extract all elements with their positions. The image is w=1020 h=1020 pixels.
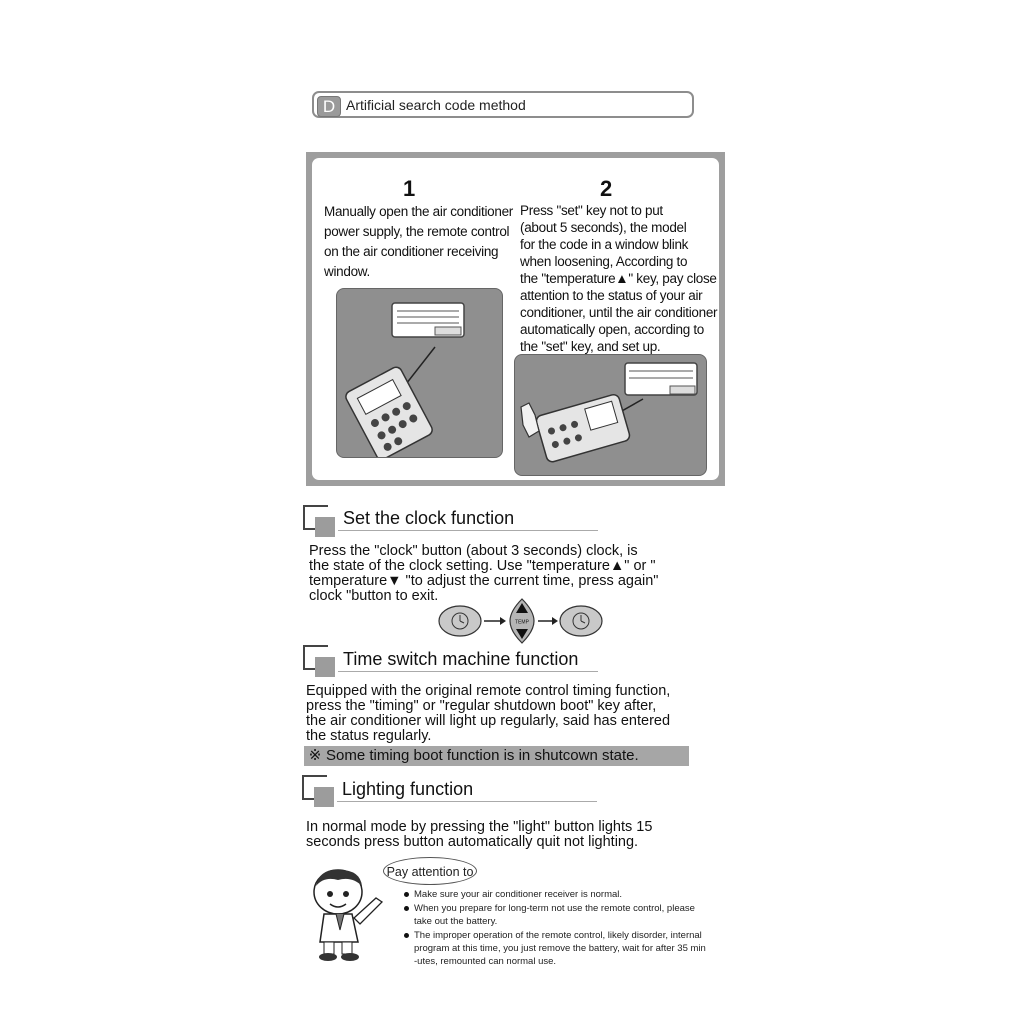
- step-1-line: power supply, the remote control: [324, 224, 510, 239]
- timer-line: Equipped with the original remote control timing function,: [306, 683, 671, 699]
- section-rule: [337, 801, 597, 802]
- step-2-line: for the code in a window blink: [520, 237, 689, 252]
- clock-section-title: Set the clock function: [343, 508, 515, 528]
- timer-line: the air conditioner will light up regularly, said has entered: [306, 713, 671, 729]
- timer-line: the status regularly.: [306, 728, 432, 744]
- lighting-line: seconds press button automatically quit not lighting.: [306, 834, 639, 850]
- clock-line: clock "button to exit.: [309, 588, 439, 604]
- timer-section-title: Time switch machine function: [343, 649, 579, 669]
- procedure-panel-inner: [312, 158, 719, 480]
- step-2-line: the "set" key, and set up.: [520, 339, 661, 354]
- step-2-line: automatically open, according to: [520, 322, 705, 337]
- timer-note: [304, 746, 689, 766]
- timer-line: press the "timing" or "regular shutdown boot" key after,: [306, 698, 657, 714]
- bullet-dot: [404, 892, 409, 897]
- section-d-title: Artificial search code method: [346, 97, 526, 113]
- pay-attention-bubble: Pay attention to: [383, 857, 477, 885]
- bullet-dot: [404, 933, 409, 938]
- section-rule: [338, 530, 598, 531]
- step-2-number: 2: [600, 176, 613, 201]
- clock-paragraph: [309, 544, 658, 604]
- timer-note-text: Some timing boot function is in shutcown state.: [326, 747, 639, 764]
- attention-line: Make sure your air conditioner receiver is normal.: [414, 889, 623, 900]
- mascot-illustration-icon: [300, 864, 390, 964]
- attention-line: program at this time, you just remove the battery, wait for after 35 min: [414, 943, 706, 954]
- procedure-panel: [306, 152, 725, 486]
- step-2-line: the "temperature▲" key, pay close: [520, 271, 717, 286]
- section-square-icon: [303, 645, 333, 675]
- section-square-icon: [303, 505, 333, 535]
- attention-bullet-3: [414, 929, 706, 968]
- step-1-illustration: [336, 288, 503, 458]
- step-2-illustration: [514, 354, 707, 476]
- section-rule: [338, 671, 598, 672]
- step-1-text: [324, 202, 513, 282]
- section-square-icon: [302, 775, 332, 805]
- section-letter-badge: D: [317, 96, 341, 117]
- clock-line: temperature▼ "to adjust the current time, press again": [309, 573, 659, 589]
- clock-line: Press the "clock" button (about 3 seconds) clock, is: [309, 543, 638, 559]
- temperature-buttons-icon: [510, 599, 534, 643]
- step-1-line: on the air conditioner receiving: [324, 244, 499, 259]
- clock-line: the state of the clock setting. Use "temperature▲" or ": [309, 558, 656, 574]
- attention-line: The improper operation of the remote control, likely disorder, internal: [414, 930, 702, 941]
- sparkle-icon: ※: [308, 747, 322, 764]
- hand-remote-illustration-icon: [515, 355, 706, 475]
- attention-line: When you prepare for long-term not use the remote control, please: [414, 903, 695, 914]
- step-2-line: when loosening, According to: [520, 254, 688, 269]
- section-d-header: [312, 91, 694, 118]
- attention-line: -utes, remounted can normal use.: [414, 956, 557, 967]
- step-2-text: [520, 202, 717, 355]
- step-1-line: window.: [324, 264, 370, 279]
- clock-button-icon: [439, 606, 481, 636]
- step-2-line: attention to the status of your air: [520, 288, 703, 303]
- timer-paragraph: [306, 684, 670, 744]
- attention-bullet-2: [414, 902, 695, 928]
- arrow-right-icon: [484, 617, 506, 625]
- lighting-line: In normal mode by pressing the "light" button lights 15: [306, 819, 653, 835]
- clock-adjust-diagram: [438, 597, 608, 645]
- temp-label: TEMP: [515, 619, 529, 626]
- step-2-line: conditioner, until the air conditioner: [520, 305, 718, 320]
- arrow-right-icon: [538, 617, 558, 625]
- bullet-dot: [404, 906, 409, 911]
- step-2-line: Press "set" key not to put: [520, 203, 663, 218]
- clock-button-icon: [560, 606, 602, 636]
- attention-line: take out the battery.: [414, 916, 498, 927]
- lighting-section-title: Lighting function: [342, 779, 474, 799]
- step-1-line: Manually open the air conditioner: [324, 204, 513, 219]
- attention-bullet-1: [414, 888, 622, 901]
- lighting-paragraph: [306, 820, 652, 850]
- step-1-number: 1: [403, 176, 416, 201]
- step-2-line: (about 5 seconds), the model: [520, 220, 687, 235]
- ac-remote-illustration-icon: [337, 289, 502, 457]
